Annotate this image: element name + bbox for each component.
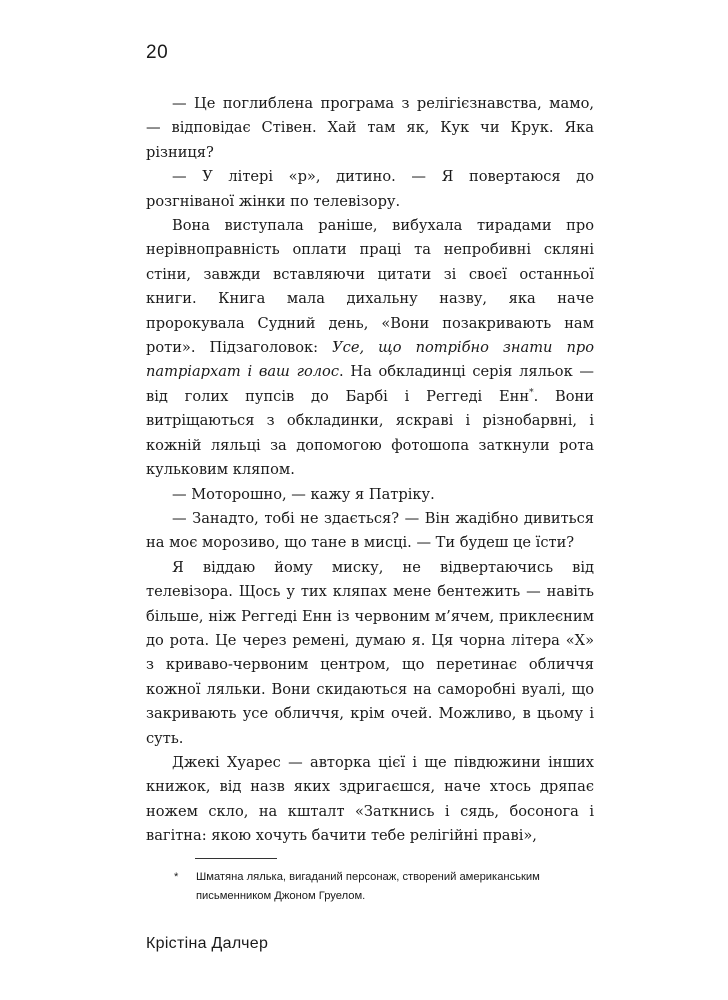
- page-number: 20: [146, 42, 169, 63]
- footnote-divider: [195, 858, 277, 859]
- paragraph-1: — Це поглиблена програма з релігієзнавства, мамо, — відповідає Стівен. Хай там як, Кук чи Крук. Яка різниця?: [146, 95, 594, 161]
- running-footer: Крістіна Далчер: [146, 935, 269, 952]
- paragraph-3: [146, 214, 594, 482]
- body-text: [146, 92, 594, 849]
- footnote-reference: *: [529, 387, 534, 398]
- footnote: [174, 868, 594, 906]
- paragraph-7: Джекі Хуарес — авторка цієї і ще півдюжини інших книжок, від назв яких здригаєшся, наче хтось дряпає ножем скло, на кшталт «Заткнись і сядь, босонога і вагітна: якою хочуть бачити тебе релігійні праві»,: [146, 753, 594, 845]
- paragraph-3-text-b: . На обкладинці серія ляльок — від голих пупсів до Барбі і Реггеді Енн: [146, 363, 594, 405]
- paragraph-4: — Моторошно, — кажу я Патріку.: [172, 485, 435, 503]
- paragraph-3-text-c: . Вони витріщаються з обкладинки, яскраві і різнобарвні, і кожній ляльці за допомогою фотошопа заткнули рота кульковим кляпом.: [146, 387, 595, 479]
- footnote-text: Шматяна лялька, вигаданий персонаж, створений американським письменником Джоном Груелом.: [196, 871, 540, 902]
- subtitle-italic: Усе, що потрібно знати про патріархат і ваш голос: [146, 339, 594, 381]
- paragraph-6: Я віддаю йому миску, не відвертаючись від телевізора. Щось у тих кляпах мене бентежить — навіть більше, ніж Реггеді Енн із червоним м’ячем, приклеєним до рота. Це через ремені, думаю я. Ця чорна літера «Х» з криваво-червоним центром, що перетинає обличчя кожної ляльки. Вони скидаються на саморобні вуалі, що закривають усе обличчя, крім очей. Можливо, в цьому і суть.: [146, 558, 594, 747]
- footnote-mark: *: [174, 871, 179, 883]
- paragraph-2: — У літері «р», дитино. — Я повертаюся до розгніваної жінки по телевізору.: [146, 168, 594, 210]
- paragraph-5: — Занадто, тобі не здається? — Він жадібно дивиться на моє морозиво, що тане в мисці. — Ти будеш це їсти?: [146, 509, 594, 552]
- paragraph-3-text-a: Вона виступала раніше, вибухала тирадами про нерівноправність оплати праці та непробивні скляні стіни, завжди вставляючи цитати зі своєї останньої книги. Книга мала дихальну назву, яка наче пророкувала Судний день, «Вони позакривають нам роти». Підзаголовок:: [146, 217, 594, 357]
